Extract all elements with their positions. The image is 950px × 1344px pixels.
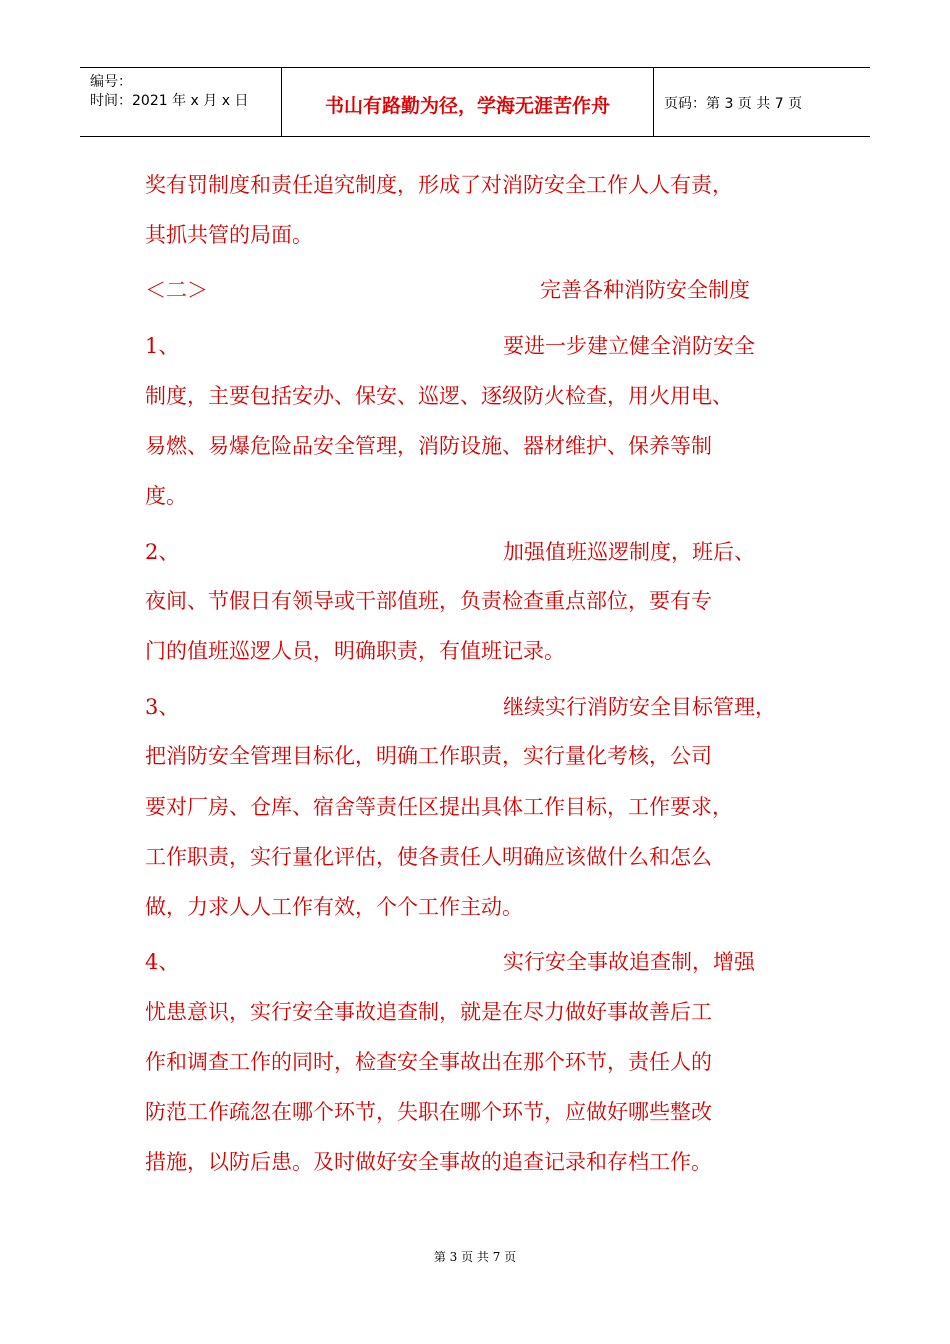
paragraph-line: 夜间、节假日有领导或干部值班，负责检查重点部位，要有专 <box>145 589 712 613</box>
paragraph-line: 度。 <box>145 484 187 508</box>
item-number: 2、 <box>145 540 180 564</box>
paragraph-line: 忧患意识，实行安全事故追查制，就是在尽力做好事故善后工 <box>145 1000 712 1024</box>
paragraph-line: 工作职责，实行量化评估，使各责任人明确应该做什么和怎么 <box>145 845 712 869</box>
header-page-number: 页码：第 3 页 共 7 页 <box>664 96 803 112</box>
section-title: 完善各种消防安全制度 <box>540 278 750 302</box>
paragraph-line: 要对厂房、仓库、宿舍等责任区提出具体工作目标，工作要求， <box>145 795 733 819</box>
paragraph-line: 作和调查工作的同时，检查安全事故出在那个环节，责任人的 <box>145 1050 712 1074</box>
paragraph-line: 做，力求人人工作有效，个个工作主动。 <box>145 895 523 919</box>
document-header <box>80 67 870 137</box>
header-motto-cell <box>282 68 654 136</box>
paragraph-line: 门的值班巡逻人员，明确职责，有值班记录。 <box>145 639 565 663</box>
paragraph-line: 易燃、易爆危险品安全管理，消防设施、器材维护、保养等制 <box>145 434 712 458</box>
paragraph-line: 措施，以防后患。及时做好安全事故的追查记录和存档工作。 <box>145 1150 712 1174</box>
item-number: 4、 <box>145 950 180 974</box>
item-title: 实行安全事故追查制，增强 <box>503 950 755 974</box>
paragraph-line: 其抓共管的局面。 <box>145 223 313 247</box>
paragraph-line: 防范工作疏忽在哪个环节，失职在哪个环节，应做好哪些整改 <box>145 1100 712 1124</box>
paragraph-line: 奖有罚制度和责任追究制度，形成了对消防安全工作人人有责， <box>145 173 733 197</box>
paragraph-line: 把消防安全管理目标化，明确工作职责，实行量化考核，公司 <box>145 744 712 768</box>
document-number-label: 编号： <box>90 74 132 90</box>
header-motto: 书山有路勤为径，学海无涯苦作舟 <box>324 95 610 117</box>
item-number: 1、 <box>145 334 180 358</box>
item-number: 3、 <box>145 695 180 719</box>
section-marker: ＜二＞ <box>145 278 208 302</box>
paragraph-line: 制度，主要包括安办、保安、巡逻、逐级防火检查，用火用电、 <box>145 384 733 408</box>
document-date-label: 时间：2021 年 x 月 x 日 <box>90 93 249 109</box>
header-page-cell <box>654 68 870 136</box>
section-heading <box>145 275 825 305</box>
page-footer: 第 3 页 共 7 页 <box>433 1250 517 1264</box>
item-title: 加强值班巡逻制度，班后、 <box>503 540 755 564</box>
item-title: 继续实行消防安全目标管理， <box>503 695 776 719</box>
item-title: 要进一步建立健全消防安全 <box>503 334 755 358</box>
header-meta-cell <box>80 68 282 136</box>
